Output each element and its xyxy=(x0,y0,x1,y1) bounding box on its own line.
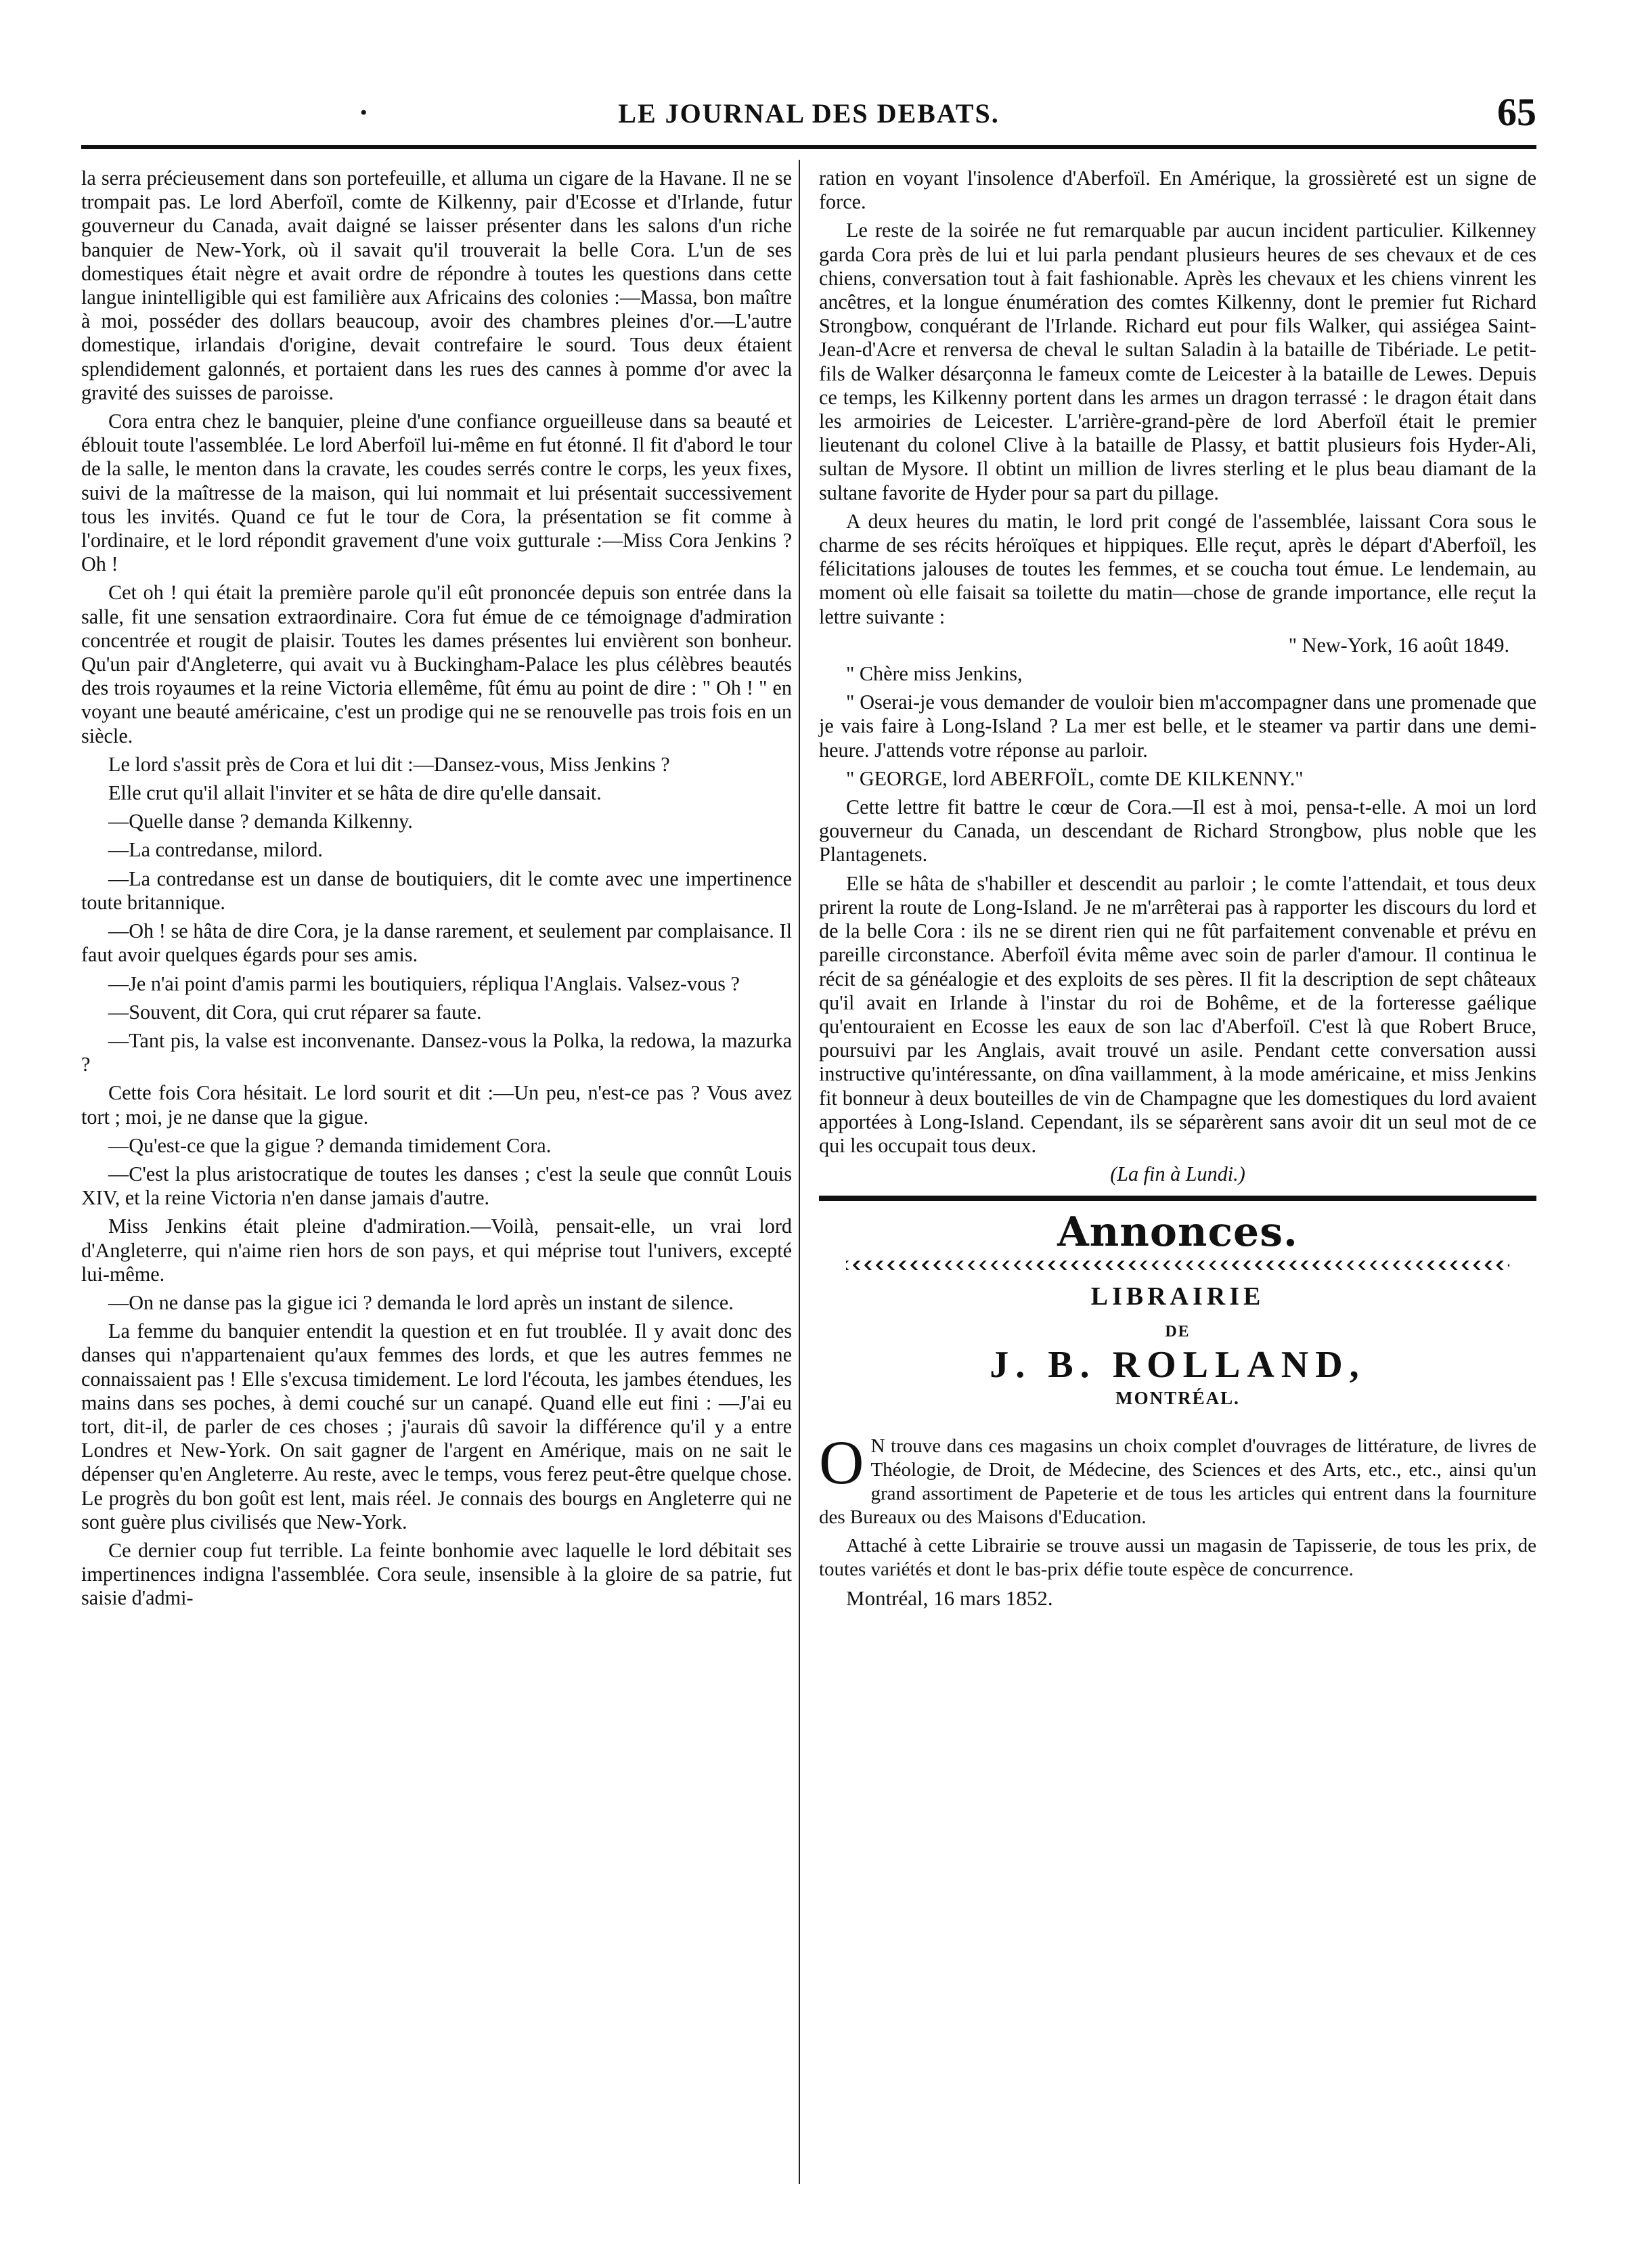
page-header xyxy=(81,90,1536,138)
paragraph: Le reste de la soirée ne fut remarquable par aucun incident particulier. Kilkenney garda Cora près de lui et lui parla pendant plusieurs heures de ses chevaux et de ces chiens, conversation tout à fait fashionable. Après les chevaux et les chiens vinrent les ancêtres, et la longue énumération des comtes Kilkenny, dont le premier fut Richard Strongbow, conquérant de l'Irlande. Richard eut pour fils Walker, qui assiégea Saint-Jean-d'Acre et renversa de cheval le sultan Saladin à la bataille de Tibériade. Le petit-fils de Walker désarçonna le fameux comte de Leicester à la bataille de Lewes. Depuis ce temps, les Kilkenny portent dans les armes un dragon terrassé : le dragon était dans les armoiries de Leicester. L'arrière-grand-père de lord Aberfoïl était le premier lieutenant du colonel Clive à la bataille de Plassy, et battit plusieurs fois Hyder-Ali, sultan de Mysore. Il obtint un million de livres sterling et le plus beau diamant de la sultane favorite de Hyder pour sa part du pillage. xyxy=(819,219,1536,504)
annonce-paragraph xyxy=(819,1428,1536,1529)
annonce-paragraph: Attaché à cette Librairie se trouve aussi un magasin de Tapisserie, de tous les prix, de toutes variétés et dont le bas-prix défie toute espèce de concurrence. xyxy=(819,1535,1536,1581)
annonce-date: Montréal, 16 mars 1852. xyxy=(846,1586,1053,1611)
paragraph: la serra précieusement dans son portefeuille, et alluma un cigare de la Havane. Il ne se trompait pas. Le lord Aberfoïl, comte de Kilkenny, pair d'Ecosse et d'Irlande, futur gouverneur du Canada, avait daigné se laisser présenter dans les salons d'un riche banquier de New-York, où il savait qu'il trouverait la belle Cora. L'un de ses domestiques était nègre et avait ordre de répondre à toutes les questions dans cette langue inintelligible qui est familière aux Africains des colonies :—Massa, bon maître à moi, posséder des dollars beaucoup, avoir des chambres pleines d'or.—L'autre domestique, irlandais d'origine, devait contrefaire le sourd. Tous deux étaient splendidement galonnés, et portaient dans les rues des cannes à pomme d'or avec la gravité des suisses de paroisse. xyxy=(81,167,792,404)
paragraph: —Oh ! se hâta de dire Cora, je la danse rarement, et seulement par complaisance. Il faut avoir quelques égards pour ses amis. xyxy=(81,919,792,967)
page-number: 65 xyxy=(1497,90,1536,134)
paragraph: —Qu'est-ce que la gigue ? demanda timidement Cora. xyxy=(108,1133,552,1157)
left-column xyxy=(81,167,792,1615)
librairie-label: LIBRAIRIE xyxy=(1090,1282,1265,1311)
paragraph: —On ne danse pas la gigue ici ? demanda le lord après un instant de silence. xyxy=(108,1290,734,1314)
header-bullet: • xyxy=(360,102,368,124)
paragraph: —Quelle danse ? demanda Kilkenny. xyxy=(108,810,413,833)
paragraph: Elle crut qu'il allait l'inviter et se hâta de dire qu'elle dansait. xyxy=(108,781,602,805)
letter-signature: " GEORGE, lord ABERFOÏL, comte DE KILKENNY." xyxy=(846,766,1304,790)
paragraph: A deux heures du matin, le lord prit congé de l'assemblée, laissant Cora sous le charme de ses récits héroïques et hippiques. Elle reçut, après le départ d'Aberfoïl, les félicitations jalouses de toutes les femmes, et se coucha tout émue. Le lendemain, au moment où elle faisait sa toilette du matin—chose de grande importance, elle reçut la lettre suivante : xyxy=(819,509,1536,628)
letter-dateline: " New-York, 16 août 1849. xyxy=(1288,633,1509,657)
letter-salutation: " Chère miss Jenkins, xyxy=(846,662,1023,686)
paragraph: Cora entra chez le banquier, pleine d'une confiance orgueilleuse dans sa beauté et éblouit toute l'assemblée. Le lord Aberfoïl lui-même en fut étonné. Il fit d'abord le tour de la salle, le menton dans la cravate, les coudes serrés contre le corps, les yeux fixes, suivi de la maîtresse de la maison, qui lui nommait et lui présentait successivement tous les invités. Quand ce fut le tour de Cora, la présentation se fit comme à l'ordinaire, et le lord répondit gravement d'une voix gutturale :—Miss Cora Jenkins ? Oh ! xyxy=(81,410,792,576)
journal-title: LE JOURNAL DES DEBATS. xyxy=(618,98,1000,129)
annonce-text: N trouve dans ces magasins un choix complet d'ouvrages de littérature, de livres de Théologie, de Droit, de Médecine, des Sciences et des Arts, etc., etc., ainsi qu'un grand assortiment de Papeterie et de tous les articles qui entrent dans la fourniture des Bureaux ou des Maisons d'Education. xyxy=(819,1435,1536,1529)
paragraph: Ce dernier coup fut terrible. La feinte bonhomie avec laquelle le lord débitait ses impertinences indigna l'assemblée. Cora seule, insensible à la gloire de sa patrie, fut saisie d'admi- xyxy=(81,1538,792,1610)
drop-cap: O xyxy=(819,1428,864,1498)
librairie-de: DE xyxy=(1165,1322,1191,1340)
header-rule xyxy=(81,145,1536,149)
paragraph: ration en voyant l'insolence d'Aberfoïl. En Amérique, la grossièreté est un signe de force. xyxy=(819,167,1536,214)
paragraph: Miss Jenkins était pleine d'admiration.—Voilà, pensait-elle, un vrai lord d'Angleterre, qui n'aime rien hors de son pays, et qui méprise tout l'univers, excepté lui-même. xyxy=(81,1215,792,1286)
right-column xyxy=(819,167,1536,1615)
paragraph: La femme du banquier entendit la question et en fut troublée. Il y avait donc des danses qui n'appartenaient qu'aux femmes des lords, et que les autres femmes ne connaissaient pas ! Elle s'excusa timidement. Le lord l'écouta, les jambes étendues, les mains dans ses poches, à demi couché sur un canapé. Quand elle eut fini : —J'ai eu tort, dit-il, de parler de ces choses ; j'aurais dû savoir la différence qu'il y a entre Londres et New-York. On sait gagner de l'argent en Amérique, mais on ne sait le dépenser qu'en Angleterre. Au reste, avec le temps, vous ferez peut-être quelque chose. Le progrès du bon goût est lent, mais réel. Je connais des bourgs en Angleterre qui ne sont guère plus civilisés que New-York. xyxy=(81,1320,792,1533)
annonces-heading: Annonces. xyxy=(1057,1208,1298,1257)
letter-body: " Oserai-je vous demander de vouloir bien m'accompagner dans une promenade que je vais faire à Long-Island ? La mer est belle, et le steamer va partir dans une demi-heure. J'attends votre réponse au parloir. xyxy=(819,691,1536,762)
paragraph: Elle se hâta de s'habiller et descendit au parloir ; le comte l'attendait, et tous deux prirent la route de Long-Island. Je ne m'arrêterai pas à rapporter les discours du lord et de la belle Cora : ils ne se dirent rien qui ne fût parfaitement convenable et prévu en pareille circonstance. Aberfoïl évita même avec soin de parler d'amour. Il continua le récit de sa généalogie et des exploits de ses pères. Il fit la description de sept châteaux qu'il avait en Irlande à l'instar du roi de Bohême, et de la forteresse gaélique qu'entouraient en Ecosse les eaux de son lac d'Aberfoïl. C'est là que Robert Bruce, poursuivi par les Anglais, avait trouvé un asile. Pendant cette conversation aussi instructive qu'intéressante, on dîna vaillamment, à la mode américaine, et miss Jenkins fit bonneur à deux bouteilles de vin de Champagne que les domestiques du lord avaient apportées à Long-Island. Cependant, ils se séparèrent sans avoir dit un seul mot de ce qui les occupait tous deux. xyxy=(819,871,1536,1157)
paragraph: Cette lettre fit battre le cœur de Cora.—Il est à moi, pensa-t-elle. A moi un lord gouverneur du Canada, un descendant de Richard Strongbow, plus noble que les Plantagenets. xyxy=(819,795,1536,867)
paragraph: —La contredanse, milord. xyxy=(108,838,323,862)
paragraph: —Souvent, dit Cora, qui crut réparer sa faute. xyxy=(108,1000,482,1024)
paragraph: —Je n'ai point d'amis parmi les boutiquiers, répliqua l'Anglais. Valsez-vous ? xyxy=(108,972,740,995)
column-divider xyxy=(799,160,800,2184)
paragraph: Cette fois Cora hésitait. Le lord sourit et dit :—Un peu, n'est-ce pas ? Vous avez tort ; moi, je ne danse que la gigue. xyxy=(81,1081,792,1129)
paragraph: —C'est la plus aristocratique de toutes les danses ; c'est la seule que connût Louis XIV, et la reine Victoria n'en danse jamais d'autre. xyxy=(81,1162,792,1210)
bookseller-name: J. B. ROLLAND, xyxy=(990,1343,1366,1386)
paragraph: Cet oh ! qui était la première parole qu'il eût prononcée depuis son entrée dans la salle, fit une sensation extraordinaire. Cora fut émue de ce témoignage d'admiration concentrée et rougit de plaisir. Toutes les dames présentes lui envièrent son bonheur. Qu'un pair d'Angleterre, qui avait vu à Buckingham-Palace les plus célèbres beautés des trois royaumes et la reine Victoria ellemême, fût ému au point de dire : " Oh ! " en voyant une beauté américaine, c'est un prodige qui ne se renouvelle pas trois fois en un siècle. xyxy=(81,581,792,747)
bookseller-city: MONTRÉAL. xyxy=(1115,1387,1240,1408)
to-be-continued xyxy=(819,1162,1536,1186)
to-be-continued-text: (La fin à Lundi.) xyxy=(1110,1162,1245,1186)
annonces-rule xyxy=(819,1196,1536,1201)
wavy-divider xyxy=(846,1261,1509,1270)
paragraph: —Tant pis, la valse est inconvenante. Dansez-vous la Polka, la redowa, la mazurka ? xyxy=(81,1028,792,1076)
paragraph: Le lord s'assit près de Cora et lui dit :—Dansez-vous, Miss Jenkins ? xyxy=(108,752,670,776)
paragraph: —La contredanse est un danse de boutiquiers, dit le comte avec une impertinence toute britannique. xyxy=(81,867,792,914)
